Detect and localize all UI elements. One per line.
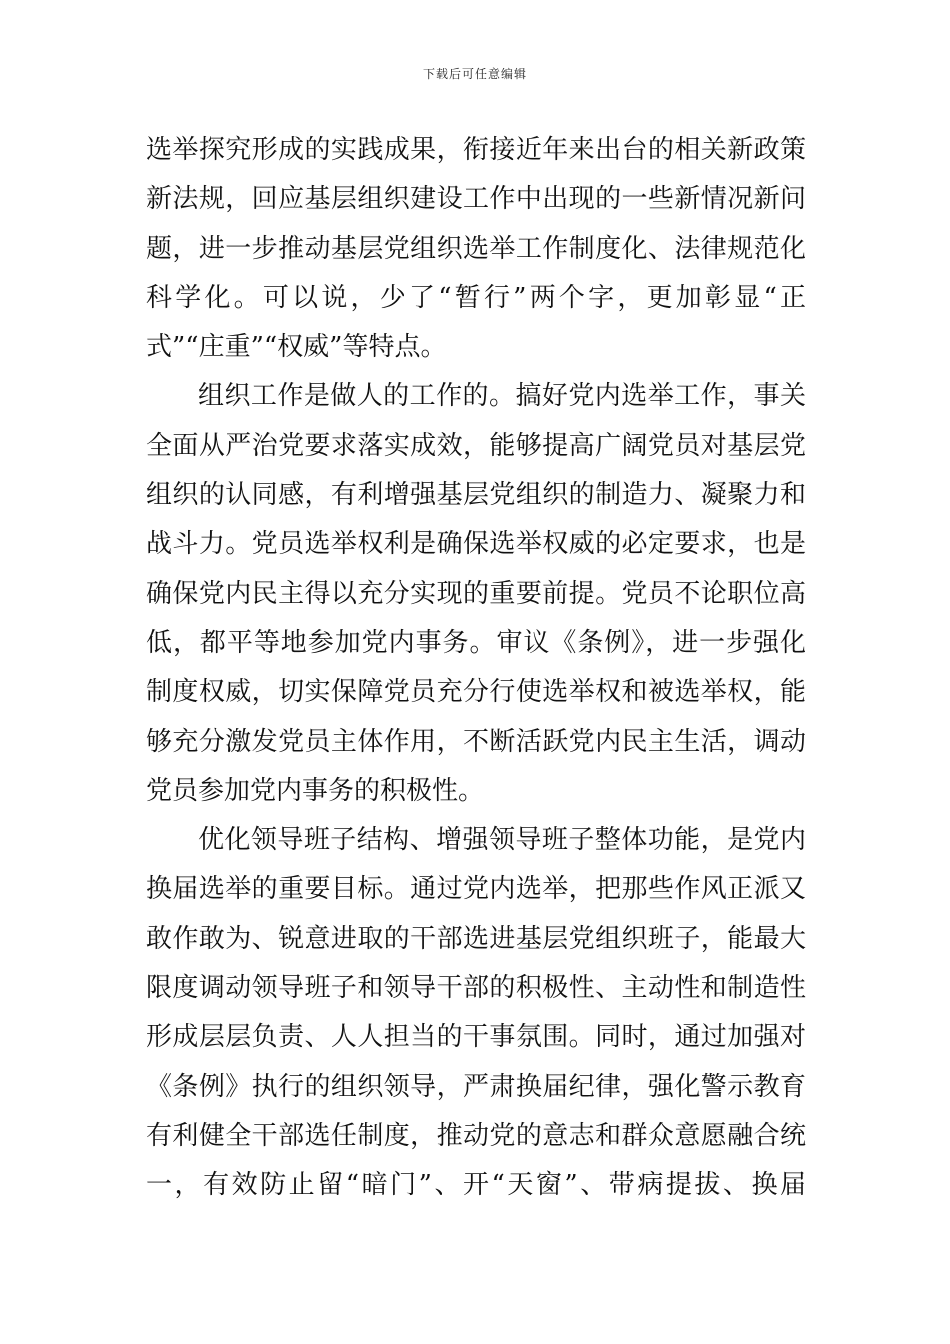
text-line: 选举探究形成的实践成果，衔接近年来出台的相关新政策 bbox=[146, 135, 806, 165]
paragraph-2 bbox=[146, 372, 806, 816]
text-line: 够充分激发党员主体作用，不断活跃党内民主生活，调动 bbox=[146, 726, 806, 757]
text-line: 全面从严治党要求落实成效，能够提高广阔党员对基层党 bbox=[146, 430, 806, 461]
text-line: 新法规，回应基层组织建设工作中出现的一些新情况新问 bbox=[146, 184, 806, 215]
page-header-note: 下载后可任意编辑 bbox=[422, 67, 527, 81]
text-line: 一，有效防止留“暗门”、开“天窗”、带病提拔、换届 bbox=[146, 1170, 806, 1201]
text-line: 敢作敢为、锐意进取的干部选进基层党组织班子，能最大 bbox=[146, 923, 806, 954]
text-line: 有利健全干部选任制度，推动党的意志和群众意愿融合统 bbox=[146, 1120, 806, 1151]
text-line: 限度调动领导班子和领导干部的积极性、主动性和制造性 bbox=[146, 973, 806, 1004]
text-line: 组织工作是做人的工作的。搞好党内选举工作，事关 bbox=[198, 381, 806, 412]
text-line: 形成层层负责、人人担当的干事氛围。同时，通过加强对 bbox=[146, 1022, 806, 1053]
text-line: 战斗力。党员选举权利是确保选举权威的必定要求，也是 bbox=[146, 529, 806, 560]
text-line: 党员参加党内事务的积极性。 bbox=[146, 775, 485, 806]
text-line: 式”“庄重”“权威”等特点。 bbox=[146, 332, 447, 363]
text-line: 题，进一步推动基层党组织选举工作制度化、法律规范化 bbox=[146, 233, 806, 264]
text-line: 换届选举的重要目标。通过党内选举，把那些作风正派又 bbox=[146, 874, 806, 905]
text-line: 制度权威，切实保障党员充分行使选举权和被选举权，能 bbox=[146, 677, 806, 708]
text-line: 低，都平等地参加党内事务。审议《条例》，进一步强化 bbox=[146, 627, 806, 658]
text-line: 《条例》执行的组织领导，严肃换届纪律，强化警示教育 bbox=[146, 1071, 806, 1102]
text-line: 组织的认同感，有利增强基层党组织的制造力、凝聚力和 bbox=[146, 480, 806, 511]
body-text bbox=[146, 126, 806, 1211]
text-line: 优化领导班子结构、增强领导班子整体功能，是党内 bbox=[198, 825, 806, 856]
paragraph-1 bbox=[146, 126, 806, 372]
text-line: 科学化。可以说，少了“暂行”两个字，更加彰显“正 bbox=[146, 282, 806, 313]
paragraph-3 bbox=[146, 816, 806, 1210]
text-line: 确保党内民主得以充分实现的重要前提。党员不论职位高 bbox=[146, 578, 806, 609]
